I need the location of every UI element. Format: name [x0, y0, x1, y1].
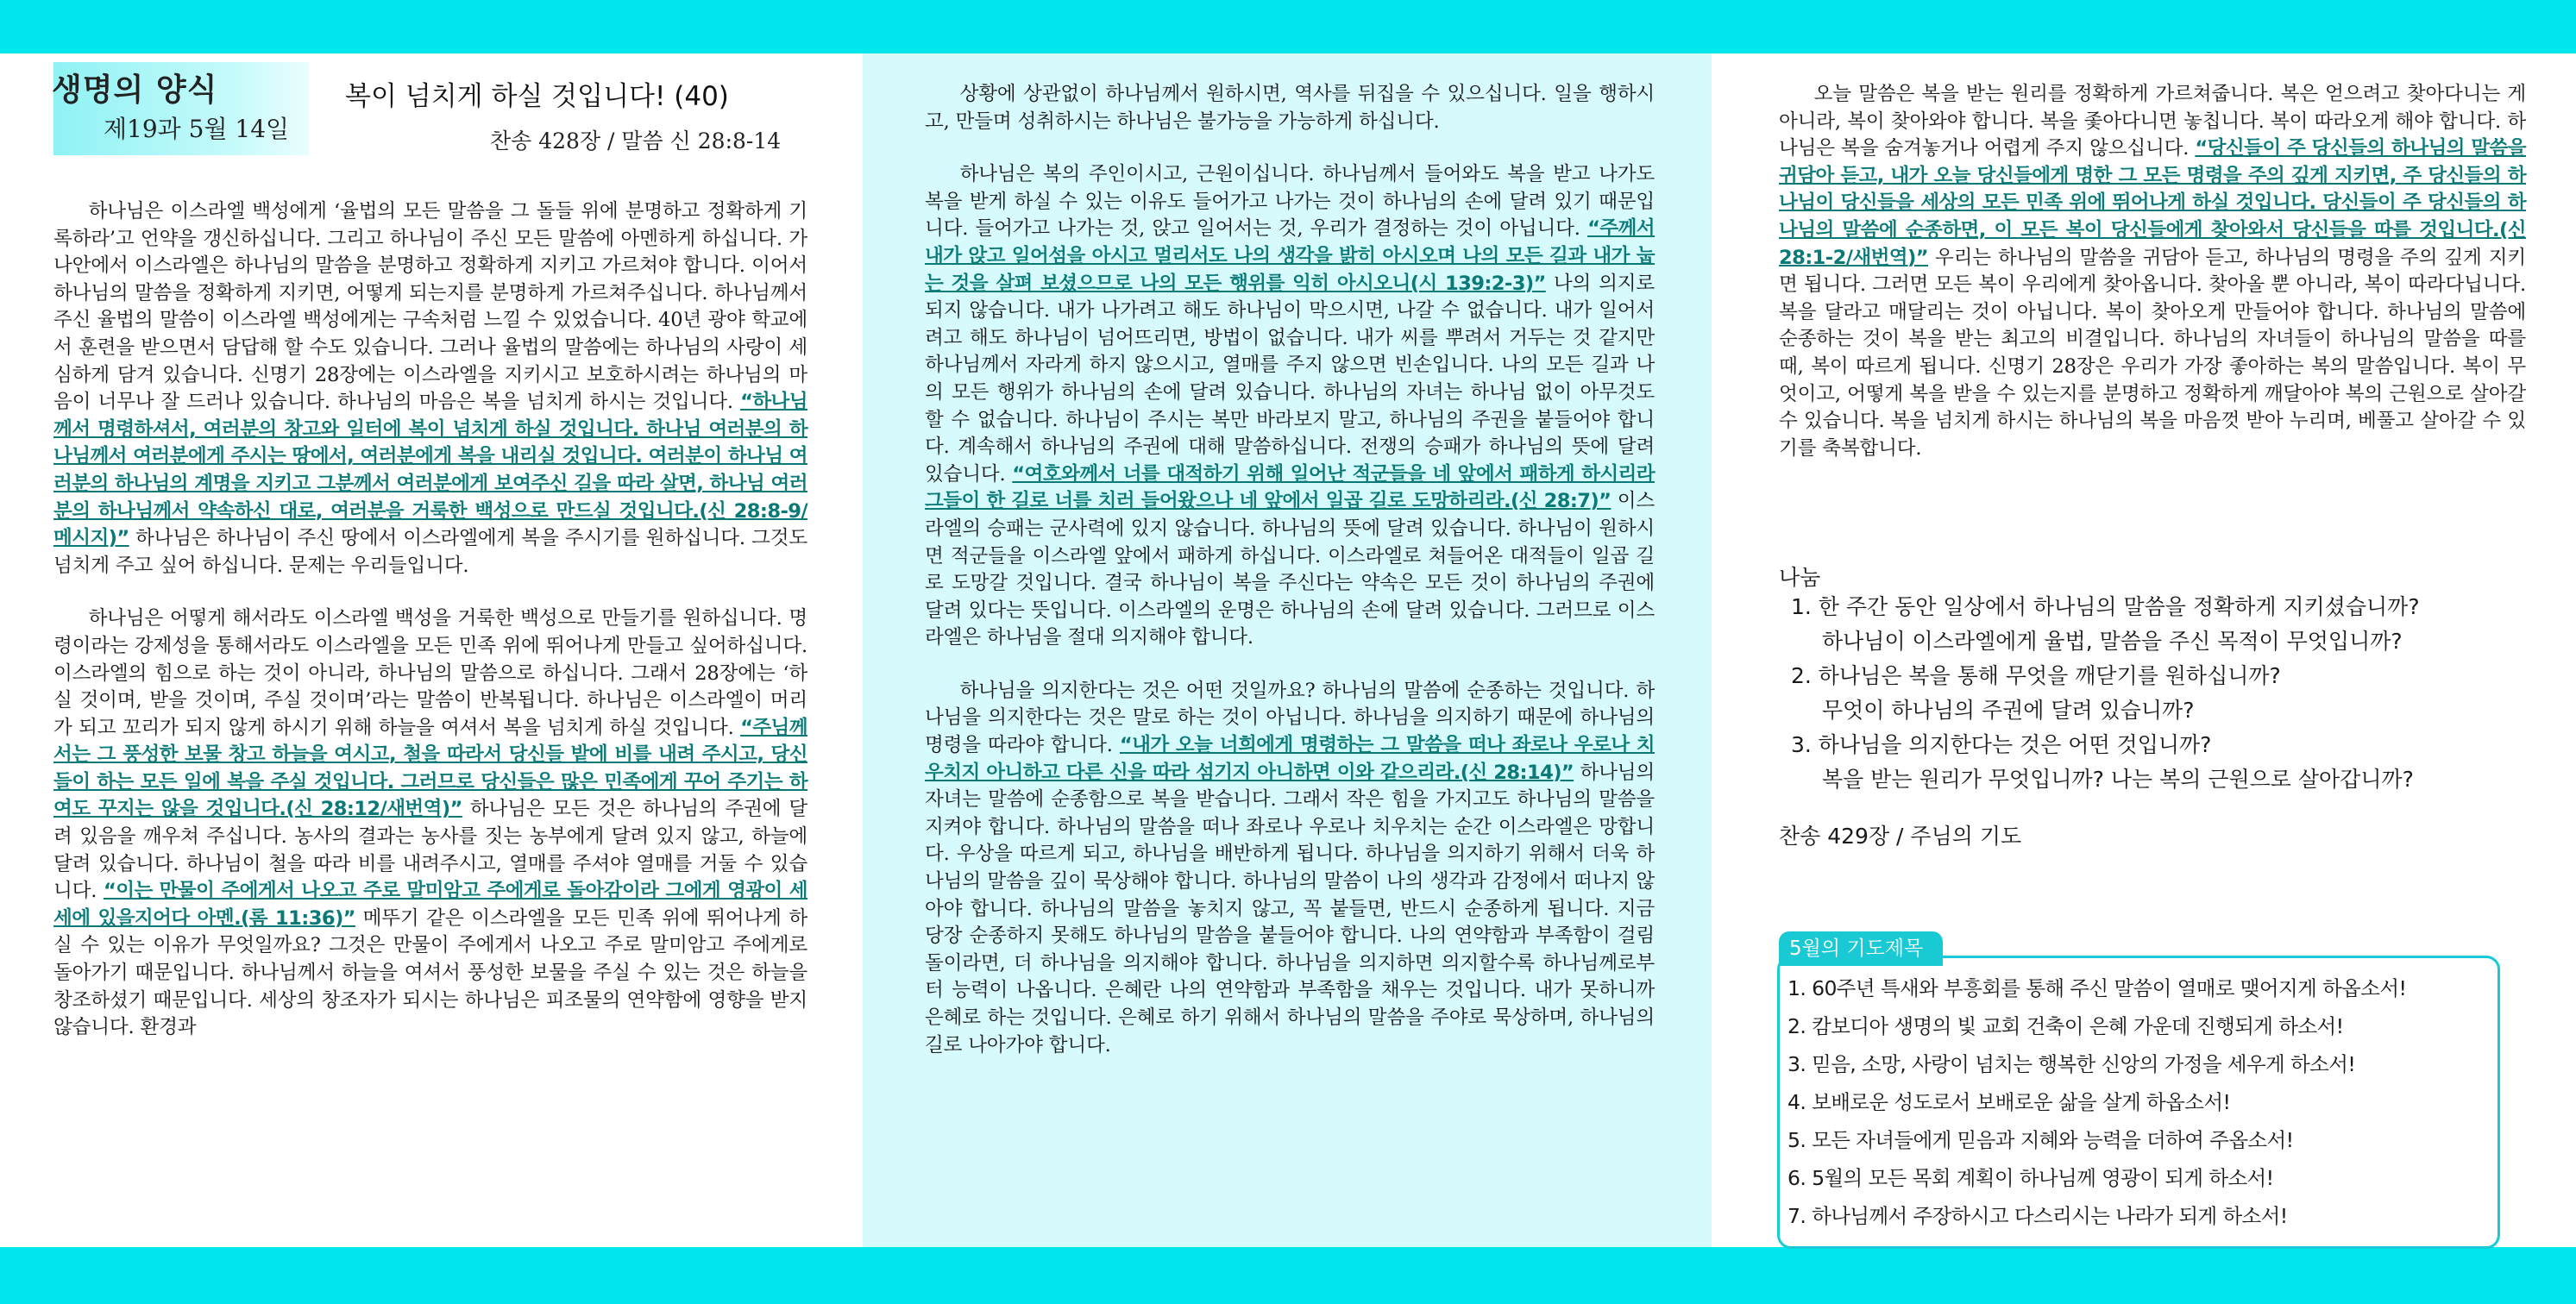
top-band [0, 0, 2576, 53]
scripture-quote: “하나님께서 명령하셔서, 여러분의 창고와 일터에 복이 넘치게 하실 것입니다. 하나님 여러분의 하나님께서 여러분에게 주시는 땅에서, 여러분에게 복을 내리실 것입니다. 여러분이 하나님 여러분의 하나님의 계명을 지키고 그분께서 여러분에게 보여주신 길을 따라 살면, 하나님 여러분의 하나님께서 약속하신 대로, 여러분을 거룩한 백성으로 만드실 것입니다.(신 28:8-9/메시지)” [53, 391, 807, 550]
prayer-item: 5. 모든 자녀들에게 믿음과 지혜와 능력을 더하여 주옵소서! [1787, 1128, 2294, 1152]
column-2-text [925, 81, 1655, 1085]
prayer-topics-title: 5월의 기도제목 [1779, 931, 1943, 966]
question-subtext: 하나님이 이스라엘에게 율법, 말씀을 주신 목적이 무엇입니까? [1822, 629, 2403, 654]
closing-hymn: 찬송 429장 / 주님의 기도 [1779, 824, 2022, 849]
sharing-questions [1791, 590, 2550, 797]
scripture-quote: “여호와께서 너를 대적하기 위해 일어난 적군들을 네 앞에서 패하게 하시리라 그들이 한 길로 너를 치러 들어왔으나 네 앞에서 일곱 길로 도망하리라.(신 28:7)” [925, 462, 1656, 513]
question-item [1791, 590, 2550, 659]
question-item [1791, 728, 2550, 797]
question-item [1791, 659, 2550, 728]
body-text-run: 하나님은 복의 주인이시고, 근원이십니다. 하나님께서 들어와도 복을 받고 나가도 복을 받게 하실 수 있는 이유도 들어가고 나가는 것이 하나님의 손에 달려 있기 때문입니다. 들어가고 나가는 것, 앉고 일어서는 것, 우리가 결정하는 것이 아닙니다. [925, 163, 1655, 241]
scripture-quote: “주께서 내가 앉고 일어섬을 아시고 멀리서도 나의 생각을 밝히 아시오며 나의 모든 길과 내가 눕는 것을 살펴 보셨으므로 나의 모든 행위를 익히 아시오니(시 139:2-3)” [925, 217, 1655, 295]
question-text: 3. 하나님을 의지한다는 것은 어떤 것입니까? [1791, 732, 2212, 757]
body-text-run: 오늘 말씀은 복을 받는 원리를 정확하게 가르쳐줍니다. 복은 얻으려고 찾아다니는 게 아니라, 복이 찾아와야 합니다. 복을 좇아다니면 놓칩니다. 복이 따라오게 해야 합니다. 하나님은 복을 숨겨놓거나 어렵게 주지 않으십니다. [1779, 83, 2526, 160]
body-text-run: 하나님을 의지한다는 것은 어떤 것일까요? 하나님의 말씀에 순종하는 것입니다. 하나님을 의지한다는 것은 말로 하는 것이 아닙니다. 하나님을 의지하기 때문에 하나님의 명령을 따라야 합니다. [925, 679, 1655, 757]
body-text-run: 우리는 하나님의 말씀을 귀담아 듣고, 하나님의 명령을 주의 깊게 지키면 됩니다. 그러면 모든 복이 우리에게 찾아옵니다. 찾아올 뿐 아니라, 복이 따라다닙니다. 복을 달라고 매달리는 것이 아닙니다. 복이 찾아오게 만들어야 합니다. 하나님의 말씀에 순종하는 것이 복을 받는 최고의 비결입니다. 하나님의 자녀들이 하나님의 말씀을 따를 때, 복이 따르게 됩니다. 신명기 28장은 우리가 가장 좋아하는 복의 말씀입니다. 복이 무엇이고, 어떻게 복을 받을 수 있는지를 분명하고 정확하게 깨달아야 복의 근원으로 살아갈 수 있습니다. 복을 넘치게 하시는 하나님의 복을 마음껏 받아 누리며, 베풀고 살아갈 수 있기를 축복합니다. [1779, 246, 2526, 460]
paragraph [925, 678, 1655, 1059]
body-text-run: 하나님은 모든 것은 하나님의 주권에 달려 있음을 깨우쳐 주십니다. 농사의 결과는 농사를 짓는 농부에게 달려 있지 않고, 하늘에 달려 있습니다. 하나님이 철을 따라 비를 내려주시고, 열매를 주셔야 열매를 거둘 수 있습니다. [53, 798, 807, 903]
body-text-run: 하나님은 이스라엘 백성에게 ‘율법의 모든 말씀을 그 돌들 위에 분명하고 정확하게 기록하라’고 언약을 갱신하십니다. 그리고 하나님이 주신 모든 말씀에 아멘하게 하십니다. 가나안에서 이스라엘은 하나님의 말씀을 분명하고 정확하게 지키고 가르쳐야 합니다. 이어서 하나님의 말씀을 정확하게 지키면, 어떻게 되는지를 분명하게 가르쳐주십니다. 하나님께서 주신 율법의 말씀이 이스라엘 백성에게는 구속처럼 느낄 수 있었습니다. 40년 광야 학교에서 훈련을 받으면서 담답해 할 수도 있습니다. 그러나 율법의 말씀에는 하나님의 사랑이 세심하게 담겨 있습니다. 신명기 28장에는 이스라엘을 지키시고 보호하시려는 하나님의 마음이 너무나 잘 드러나 있습니다. 하나님의 마음은 복을 넘치게 하시는 것입니다. [53, 200, 807, 414]
prayer-item: 1. 60주년 특새와 부흥회를 통해 주신 말씀이 열매로 맺어지게 하옵소서! [1787, 976, 2407, 1000]
prayer-topics-list [1787, 969, 2495, 1235]
scripture-quote: “당신들이 주 당신들의 하나님의 말씀을 귀담아 듣고, 내가 오늘 당신들에게 명한 그 모든 명령을 주의 깊게 지키면, 주 당신들의 하나님이 당신들을 세상의 모든 민족 위에 뛰어나게 하실 것입니다. 당신들이 주 당신들의 하나님의 말씀에 순종하면, 이 모든 복이 당신들에게 찾아와서 당신들을 따를 것입니다.(신 28:1-2/새번역)” [1779, 137, 2527, 269]
bottom-band [0, 1247, 2576, 1304]
question-text: 2. 하나님은 복을 통해 무엇을 깨닫기를 원하십니까? [1791, 663, 2281, 688]
paragraph [925, 161, 1655, 652]
scripture-quote: “이는 만물이 주에게서 나오고 주로 말미암고 주에게로 돌아감이라 그에게 영광이 세세에 있을지어다 아멘.(롬 11:36)” [53, 880, 808, 930]
paragraph [53, 605, 807, 1042]
scripture-quote: “내가 오늘 너희에게 명령하는 그 말씀을 떠나 좌로나 우로나 치우치지 아니하고 다른 신을 따라 섬기지 아니하면 이와 같으리라.(신 28:14)” [925, 734, 1656, 784]
body-text-run: 나의 의지로 되지 않습니다. 내가 나가려고 해도 하나님이 막으시면, 나갈 수 없습니다. 내가 일어서려고 해도 하나님이 넘어뜨리면, 방법이 없습니다. 내가 씨를 뿌려서 거두는 것 같지만 하나님께서 자라게 하지 않으시고, 열매를 주지 않으면 빈손입니다. 나의 모든 길과 나의 모든 행위가 하나님의 손에 달려 있습니다. 하나님의 자녀는 하나님 없이 아무것도 할 수 없습니다. 하나님이 주시는 복만 바라보지 말고, 하나님의 주권을 붙들어야 합니다. 계속해서 하나님의 주권에 대해 말씀하십니다. 전쟁의 승패가 하나님의 뜻에 달려 있습니다. [925, 272, 1656, 486]
paragraph [1779, 81, 2526, 462]
series-title: 생명의 양식 [52, 72, 218, 108]
column-3-text [1779, 81, 2526, 488]
question-subtext: 복을 받는 원리가 무엇입니까? 나는 복의 근원으로 살아갑니까? [1822, 767, 2414, 792]
prayer-item: 4. 보배로운 성도로서 보배로운 삶을 살게 하옵소서! [1787, 1090, 2231, 1114]
question-subtext: 무엇이 하나님의 주권에 달려 있습니까? [1822, 698, 2195, 723]
prayer-item: 7. 하나님께서 주장하시고 다스리시는 나라가 되게 하소서! [1787, 1204, 2288, 1228]
prayer-item: 3. 믿음, 소망, 사랑이 넘치는 행복한 신앙의 가정을 세우게 하소서! [1787, 1052, 2356, 1076]
paragraph [925, 81, 1655, 135]
body-text-run: 하나님은 하나님이 주신 땅에서 이스라엘에게 복을 주시기를 원하십니다. 그것도 넘치게 주고 싶어 하십니다. 문제는 우리들입니다. [53, 527, 807, 577]
column-1-text [53, 198, 807, 1068]
question-text: 1. 한 주간 동안 일상에서 하나님의 말씀을 정확하게 지키셨습니까? [1791, 594, 2420, 619]
lesson-date: 제19과 5월 14일 [104, 115, 290, 143]
body-text-run: 하나님은 어떻게 해서라도 이스라엘 백성을 거룩한 백성으로 만들기를 원하십니다. 명령이라는 강제성을 통해서라도 이스라엘을 모든 민족 위에 뛰어나게 만들고 싶어하십니다. 이스라엘의 힘으로 하는 것이 아니라, 하나님의 말씀으로 하십니다. 그래서 28장에는 ‘하실 것이며, 받을 것이며, 주실 것이며’라는 말씀이 반복됩니다. 하나님은 이스라엘이 머리가 되고 꼬리가 되지 않게 하시기 위해 하늘을 여셔서 복을 넘치게 하실 것입니다. [53, 607, 807, 739]
paragraph [53, 198, 807, 580]
prayer-item: 6. 5월의 모든 목회 계획이 하나님께 영광이 되게 하소서! [1787, 1166, 2274, 1190]
scripture-reference: 찬송 428장 / 말씀 신 28:8-14 [490, 129, 782, 154]
sharing-heading: 나눔 [1779, 565, 1821, 590]
body-text-run: 이스라엘의 승패는 군사력에 있지 않습니다. 하나님의 뜻에 달려 있습니다. 하나님이 원하시면 적군들을 이스라엘 앞에서 패하게 하십니다. 이스라엘로 쳐들어온 대적들이 일곱 길로 도망갈 것입니다. 결국 하나님이 복을 주신다는 약속은 모든 것이 하나님의 주권에 달려 있다는 뜻입니다. 이스라엘의 운명은 하나님의 손에 달려 있습니다. 그러므로 이스라엘은 하나님을 절대 의지해야 합니다. [925, 490, 1655, 649]
body-text-run: 하나님의 자녀는 말씀에 순종함으로 복을 받습니다. 그래서 작은 힘을 가지고도 하나님의 말씀을 지켜야 합니다. 하나님의 말씀을 떠나 좌로나 우로나 치우치는 순간 이스라엘은 망합니다. 우상을 따르게 되고, 하나님을 배반하게 됩니다. 하나님을 의지하기 위해서 더욱 하나님의 말씀을 깊이 묵상해야 합니다. 하나님의 말씀이 나의 생각과 감정에서 떠나지 않아야 합니다. 하나님의 말씀을 놓치지 않고, 꼭 붙들면, 반드시 순종하게 됩니다. 지금 당장 순종하지 못해도 하나님의 말씀을 붙들어야 합니다. 나의 연약함과 부족함이 걸림돌이라면, 더 하나님을 의지해야 합니다. 하나님을 의지하면 의지할수록 하나님께로부터 능력이 나옵니다. 은혜란 나의 연약함과 부족함을 채우는 것입니다. 내가 못하니까 은혜로 하는 것입니다. 은혜로 하기 위해서 하나님의 말씀을 주야로 묵상하며, 하나님의 길로 나아가야 합니다. [925, 761, 1655, 1056]
scripture-quote: “주님께서는 그 풍성한 보물 창고 하늘을 여시고, 철을 따라서 당신들 밭에 비를 내려 주시고, 당신들이 하는 모든 일에 복을 주실 것입니다. 그러므로 당신들은 많은 민족에게 꾸어 주기는 하여도 꾸지는 않을 것입니다.(신 28:12/새번역)” [53, 716, 807, 821]
body-text-run: 상황에 상관없이 하나님께서 원하시면, 역사를 뒤집을 수 있으십니다. 일을 행하시고, 만들며 성취하시는 하나님은 불가능을 가능하게 하십니다. [925, 83, 1655, 133]
prayer-item: 2. 캄보디아 생명의 빛 교회 건축이 은혜 가운데 진행되게 하소서! [1787, 1014, 2344, 1038]
sermon-title: 복이 넘치게 하실 것입니다! (40) [345, 81, 729, 112]
body-text-run: 메뚜기 같은 이스라엘을 모든 민족 위에 뛰어나게 하실 수 있는 이유가 무엇일까요? 그것은 만물이 주에게서 나오고 주로 말미암고 주에게로 돌아가기 때문입니다. 하나님께서 하늘을 여셔서 풍성한 보물을 주실 수 있는 것은 하늘을 창조하셨기 때문입니다. 세상의 창조자가 되시는 하나님은 피조물의 연약함에 영향을 받지 않습니다. 환경과 [53, 906, 807, 1039]
